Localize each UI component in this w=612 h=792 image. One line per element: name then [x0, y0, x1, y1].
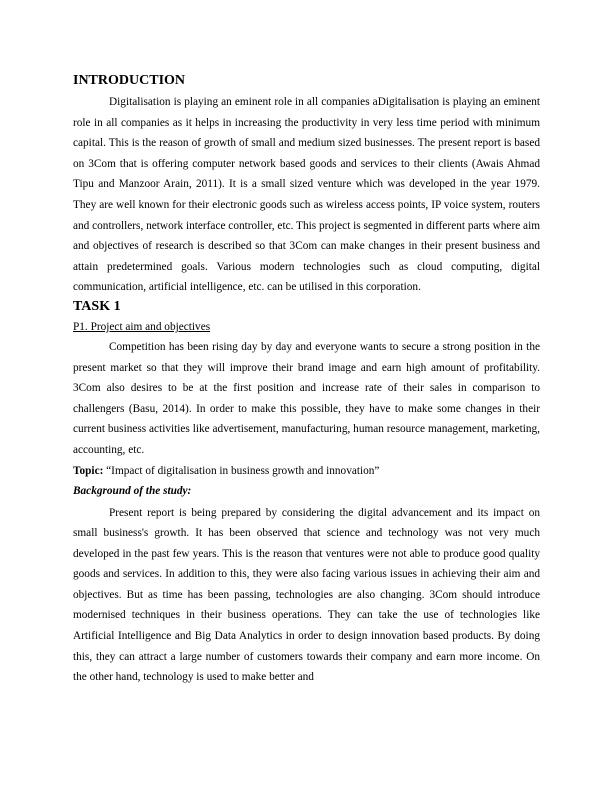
background-paragraph: Present report is being prepared by considering the digital advancement and its impact on small business's growth. It has been observed that science and technology was not very much developed in the past few years. This is the reason that ventures were not able to produce good quality goods and services. In addition to this, they were also facing various issues in achieving their aim and objectives. But as time has been passing, technologies are also changing. 3Com should introduce modernised techniques in their business operations. They can take the use of technologies like Artificial Intelligence and Big Data Analytics in order to design innovation based products. By doing this, they can attract a large number of customers towards their company and earn more income. On the other hand, technology is used to make better and	[73, 506, 540, 684]
project-aim-subheading: P1. Project aim and objectives	[73, 320, 211, 333]
task1-heading: TASK 1	[73, 298, 121, 314]
introduction-paragraph: Digitalisation is playing an eminent role in all companies aDigitalisation is playing an eminent role in all companies as it helps in increasing the productivity in very less time period with minimum capital. This is the reason of growth of small and medium sized businesses. The present report is based on 3Com that is offering computer network based goods and services to their clients (Awais Ahmad Tipu and Manzoor Arain, 2011). It is a small sized venture which was developed in the year 1979. They are well known for their electronic goods such as wireless access points, IP voice system, routers and controllers, network interface controller, etc. This project is segmented in different parts where aim and objectives of research is described so that 3Com can make changes in their present business and attain predetermined goals. Various modern technologies such as cloud computing, digital communication, artificial intelligence, etc. can be utilised in this corporation.	[73, 96, 540, 294]
topic-label: Topic:	[73, 464, 104, 477]
topic-line	[73, 461, 540, 482]
introduction-heading: INTRODUCTION	[73, 73, 186, 88]
document-page	[73, 72, 540, 688]
topic-text: “Impact of digitalisation in business growth and innovation”	[103, 464, 380, 477]
project-aim-paragraph: Competition has been rising day by day and everyone wants to secure a strong position in the present market so that they will improve their brand image and earn high amount of profitability. 3Com also desires to be at the first position and increase rate of their sales in comparison to challengers (Basu, 2014). In order to make this possible, they have to make some changes in their current business activities like advertisement, manufacturing, human resource management, marketing, accounting, etc.	[73, 340, 540, 456]
background-heading: Background of the study:	[73, 484, 192, 497]
